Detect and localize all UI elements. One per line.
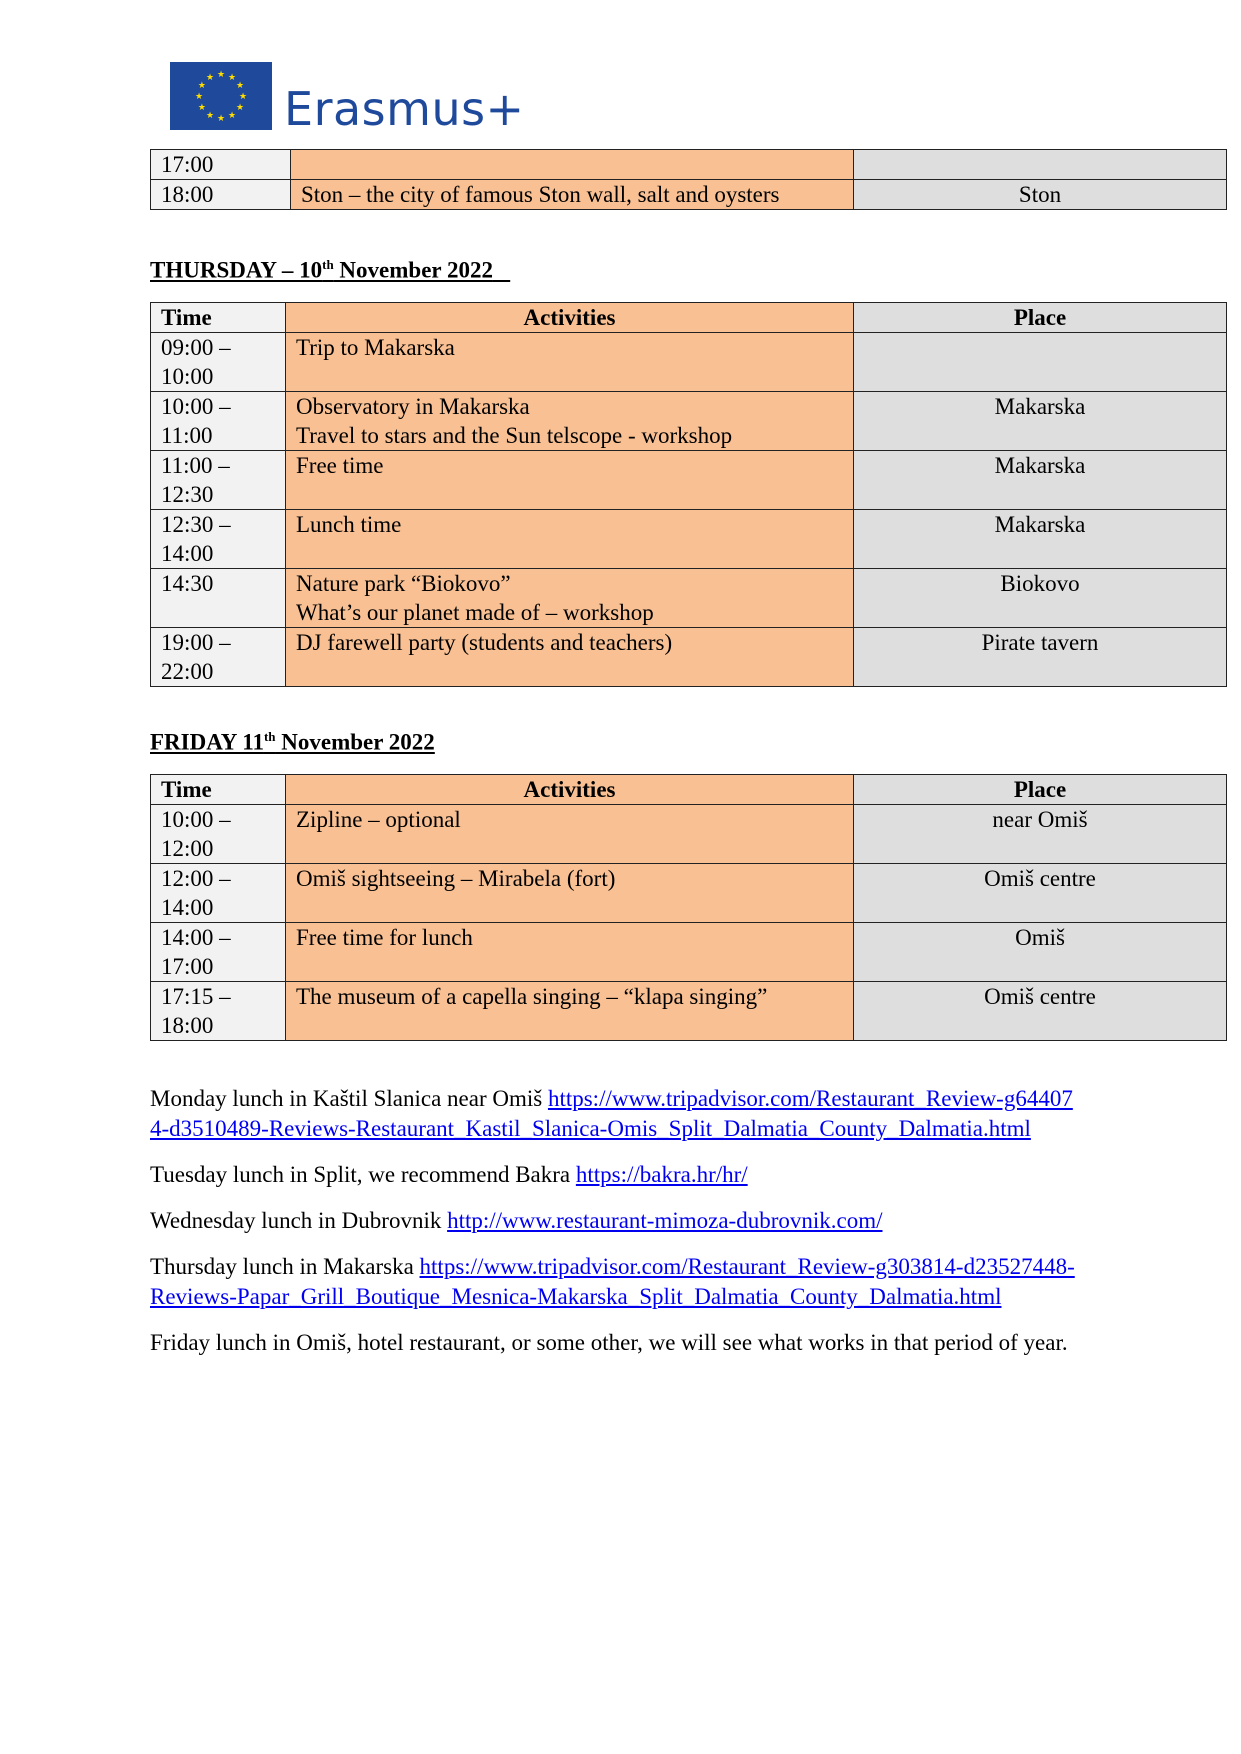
time-header: Time — [151, 775, 286, 805]
flag-star-icon: ★ — [194, 91, 204, 101]
friday-heading-suffix: November 2022 — [275, 729, 435, 755]
lunch-note-text: Friday lunch in Omiš, hotel restaurant, or some other, we will see what works in that period of year. — [150, 1330, 1068, 1355]
table-row — [151, 982, 1227, 1041]
thursday-schedule-table — [150, 302, 1227, 687]
flag-star-icon: ★ — [205, 110, 215, 121]
lunch-note — [150, 1160, 1080, 1190]
flag-star-icon: ★ — [238, 91, 248, 101]
lunch-note — [150, 1328, 1080, 1358]
place-cell: Makarska — [854, 392, 1227, 451]
time-cell: 17:15 – 18:00 — [151, 982, 286, 1041]
place-cell: Omiš — [854, 923, 1227, 982]
activity-cell: Ston – the city of famous Ston wall, salt and oysters — [291, 180, 854, 210]
table-row — [151, 510, 1227, 569]
table-row — [151, 333, 1227, 392]
restaurant-link[interactable]: https://bakra.hr/hr/ — [575, 1162, 748, 1187]
activities-header: Activities — [286, 775, 854, 805]
flag-star-icon: ★ — [227, 110, 237, 121]
place-cell: Makarska — [854, 510, 1227, 569]
table-row — [151, 805, 1227, 864]
table-row — [151, 864, 1227, 923]
time-cell: 18:00 — [151, 180, 291, 210]
time-cell: 14:30 — [151, 569, 286, 628]
flag-star-icon: ★ — [216, 113, 226, 123]
activity-cell: Free time for lunch — [286, 923, 854, 982]
time-cell: 10:00 – 12:00 — [151, 805, 286, 864]
place-cell: Ston — [854, 180, 1227, 210]
lunch-note — [150, 1084, 1080, 1144]
activity-cell: Lunch time — [286, 510, 854, 569]
activity-cell: Observatory in Makarska Travel to stars and the Sun telscope - workshop — [286, 392, 854, 451]
logo-text: Erasmus+ — [284, 82, 525, 136]
table-row — [151, 628, 1227, 687]
restaurant-link[interactable]: https://www.tripadvisor.com/Restaurant_Review-g303814-d23527448-Reviews-Papar_Grill_Boutique_Mesnica-Makarska_Split_Dalmatia_County_Dalmatia.html — [150, 1254, 1075, 1309]
activity-cell: Zipline – optional — [286, 805, 854, 864]
time-cell: 10:00 – 11:00 — [151, 392, 286, 451]
friday-heading — [150, 729, 435, 756]
place-cell: Omiš centre — [854, 864, 1227, 923]
lunch-note-text: Wednesday lunch in Dubrovnik — [150, 1208, 448, 1233]
activity-cell: The museum of a capella singing – “klapa singing” — [286, 982, 854, 1041]
flag-star-icon: ★ — [197, 80, 206, 90]
flag-star-icon: ★ — [216, 69, 226, 79]
activity-cell — [291, 150, 854, 180]
friday-heading-prefix: FRIDAY 11 — [150, 729, 264, 755]
erasmus-logo — [170, 62, 525, 136]
place-header: Place — [854, 303, 1227, 333]
table-row — [151, 392, 1227, 451]
place-cell: near Omiš — [854, 805, 1227, 864]
lunch-note-text: Thursday lunch in Makarska — [150, 1254, 420, 1279]
time-cell: 17:00 — [151, 150, 291, 180]
time-cell: 12:30 – 14:00 — [151, 510, 286, 569]
time-cell: 19:00 – 22:00 — [151, 628, 286, 687]
activity-cell: Trip to Makarska — [286, 333, 854, 392]
place-cell — [854, 333, 1227, 392]
activity-cell: Free time — [286, 451, 854, 510]
table-row — [151, 569, 1227, 628]
flag-star-icon: ★ — [236, 102, 245, 112]
activities-header: Activities — [286, 303, 854, 333]
restaurant-link[interactable]: http://www.restaurant-mimoza-dubrovnik.com/ — [447, 1208, 883, 1233]
restaurant-link[interactable]: https://www.tripadvisor.com/Restaurant_Review-g644074-d3510489-Reviews-Restaurant_Kastil_Slanica-Omis_Split_Dalmatia_County_Dalmatia.html — [150, 1086, 1073, 1141]
time-cell: 12:00 – 14:00 — [151, 864, 286, 923]
lunch-note — [150, 1252, 1080, 1312]
activity-cell: Nature park “Biokovo” What’s our planet made of – workshop — [286, 569, 854, 628]
lunch-note-text: Monday lunch in Kaštil Slanica near Omiš — [150, 1086, 548, 1111]
lunch-notes — [150, 1084, 1080, 1374]
table-row — [151, 451, 1227, 510]
activity-cell: Omiš sightseeing – Mirabela (fort) — [286, 864, 854, 923]
flag-star-icon: ★ — [227, 71, 237, 82]
place-cell: Makarska — [854, 451, 1227, 510]
wednesday-tail-table — [150, 149, 1227, 210]
thursday-heading-suffix: November 2022 — [333, 257, 493, 283]
thursday-heading-sup: th — [322, 257, 334, 272]
table-row — [151, 150, 1227, 180]
place-header: Place — [854, 775, 1227, 805]
flag-star-icon: ★ — [197, 102, 206, 112]
friday-schedule-table — [150, 774, 1227, 1041]
thursday-heading — [150, 257, 510, 284]
place-cell — [854, 150, 1227, 180]
table-row — [151, 923, 1227, 982]
table-header-row — [151, 775, 1227, 805]
time-cell: 14:00 – 17:00 — [151, 923, 286, 982]
flag-star-icon: ★ — [205, 71, 215, 82]
place-cell: Biokovo — [854, 569, 1227, 628]
time-cell: 09:00 – 10:00 — [151, 333, 286, 392]
eu-flag-icon — [170, 62, 272, 130]
thursday-heading-prefix: THURSDAY – 10 — [150, 257, 323, 283]
lunch-note — [150, 1206, 1080, 1236]
time-header: Time — [151, 303, 286, 333]
place-cell: Omiš centre — [854, 982, 1227, 1041]
friday-heading-sup: th — [263, 729, 276, 744]
table-header-row — [151, 303, 1227, 333]
lunch-note-text: Tuesday lunch in Split, we recommend Bakra — [150, 1162, 576, 1187]
place-cell: Pirate tavern — [854, 628, 1227, 687]
flag-star-icon: ★ — [236, 80, 245, 90]
table-row — [151, 180, 1227, 210]
time-cell: 11:00 – 12:30 — [151, 451, 286, 510]
activity-cell: DJ farewell party (students and teachers) — [286, 628, 854, 687]
